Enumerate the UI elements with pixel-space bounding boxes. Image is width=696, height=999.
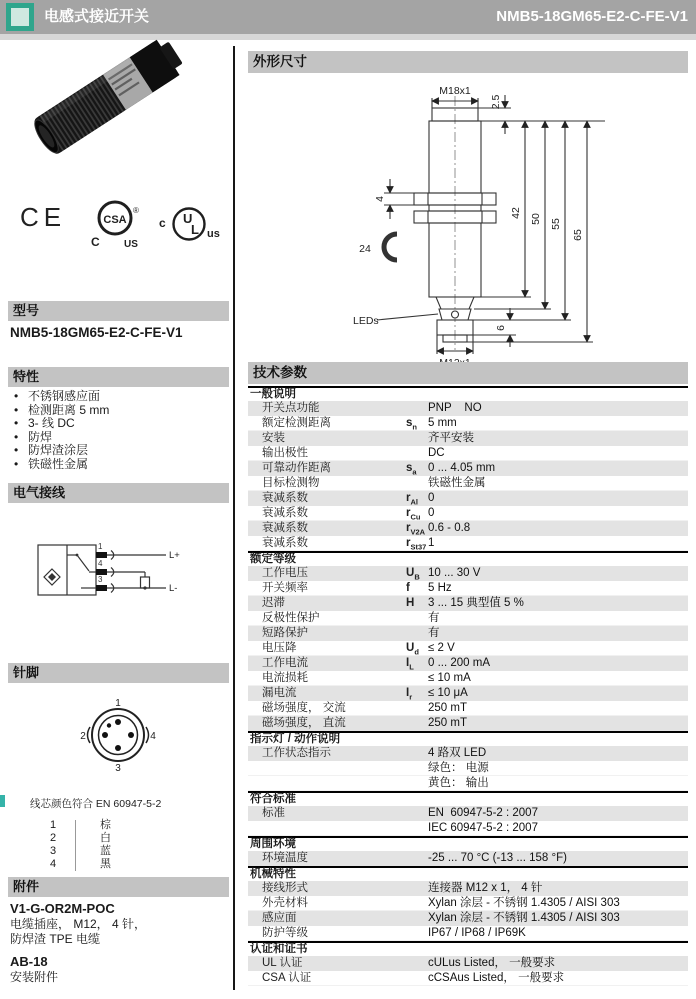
tech-param-label: 接线形式 (262, 882, 308, 894)
tech-param-label: 电流损耗 (262, 672, 308, 684)
svg-text:4: 4 (150, 731, 156, 742)
svg-text:c: c (159, 216, 166, 230)
tech-row (248, 851, 688, 866)
tech-param-value: 黄色： 输出 (428, 777, 489, 789)
tech-row (248, 656, 688, 671)
tech-param-value: 0.6 - 0.8 (428, 522, 471, 534)
wire-pin-number: 1 (49, 819, 57, 831)
csa-logo (86, 198, 144, 250)
wire-color-row (38, 832, 198, 845)
tech-subsection-header: 周围环境 (248, 836, 688, 851)
svg-text:65: 65 (572, 229, 584, 241)
tech-param-label: 开关点功能 (262, 402, 320, 414)
svg-text:2: 2 (80, 731, 86, 742)
tech-subsection-header: 指示灯 / 动作说明 (248, 731, 688, 746)
tech-row (248, 926, 688, 941)
feature-item: • 铁磁性金属 (12, 458, 226, 472)
tech-param-label: 工作电压 (262, 567, 308, 579)
tech-row (248, 536, 688, 551)
tech-param-symbol: $I_r$ (406, 687, 413, 702)
tech-param-value: cULus Listed， 一般要求 (428, 957, 556, 969)
tech-param-value: ≤ 2 V (428, 642, 455, 654)
svg-text:us: us (207, 228, 220, 240)
tech-param-symbol: $s_a$ (406, 462, 417, 477)
header-model-number: NMB5-18GM65-E2-C-FE-V1 (496, 8, 688, 25)
tech-param-label: 环境温度 (262, 852, 308, 864)
tech-row (248, 956, 688, 971)
page-edge-marker (0, 795, 5, 807)
wire-pin-number: 3 (49, 845, 57, 857)
svg-text:LEDs: LEDs (353, 315, 379, 327)
features-list (12, 390, 226, 471)
tech-row (248, 476, 688, 491)
feature-item: • 防焊渣涂层 (12, 444, 226, 458)
section-header-tech: 技术参数 (248, 362, 688, 384)
svg-text:6: 6 (495, 325, 507, 331)
dimension-drawing (325, 80, 635, 356)
tech-param-value: -25 ... 70 °C (-13 ... 158 °F) (428, 852, 567, 864)
tech-param-value: 1 (428, 537, 435, 549)
section-header-pinout: 针脚 (8, 663, 229, 683)
tech-row (248, 971, 688, 986)
tech-param-value: ≤ 10 mA (428, 672, 471, 684)
wiring-diagram (33, 531, 188, 611)
tech-param-label: CSA 认证 (262, 972, 312, 984)
tech-subsection-header: 机械特性 (248, 866, 688, 881)
svg-text:2.5: 2.5 (490, 94, 502, 110)
tech-param-symbol: $I_L$ (406, 657, 414, 672)
tech-param-value: 5 mm (428, 417, 457, 429)
tech-param-label: 衰减系数 (262, 492, 308, 504)
svg-text:3: 3 (98, 575, 103, 584)
tech-param-label: 输出极性 (262, 447, 308, 459)
wire-color-note: 线芯颜色符合 EN 60947-5-2 (30, 798, 162, 810)
tech-param-label: 磁场强度， 交流 (262, 702, 346, 714)
tech-param-label: 防护等级 (262, 927, 308, 939)
tech-param-label: 磁场强度， 直流 (262, 717, 346, 729)
tech-row (248, 716, 688, 731)
svg-text:C: C (91, 235, 100, 249)
tech-row (248, 806, 688, 821)
tech-param-label: 安装 (262, 432, 285, 444)
tech-row (248, 911, 688, 926)
wire-color-name: 黑 (100, 858, 111, 870)
tech-row (248, 626, 688, 641)
svg-text:L+: L+ (169, 550, 180, 561)
tech-param-label: 衰减系数 (262, 507, 308, 519)
tech-row (248, 431, 688, 446)
tech-param-value: 250 mT (428, 702, 467, 714)
tech-param-symbol: $U_B$ (406, 567, 420, 582)
tech-row (248, 446, 688, 461)
tech-param-label: 电压降 (262, 642, 297, 654)
tech-param-symbol: $s_n$ (406, 417, 417, 432)
wire-color-table (38, 819, 198, 873)
tech-param-label: 工作电流 (262, 657, 308, 669)
section-header-features: 特性 (8, 367, 229, 387)
accessory-description: 防焊渣 TPE 电缆 (10, 932, 101, 946)
tech-param-label: 衰减系数 (262, 522, 308, 534)
svg-text:®: ® (133, 206, 139, 215)
tech-param-value: PNP NO (428, 402, 482, 414)
tech-param-label: 外壳材料 (262, 897, 308, 909)
tech-param-value: 3 ... 15 典型值 5 % (428, 597, 524, 609)
tech-param-value: 0 ... 200 mA (428, 657, 491, 669)
wire-color-name: 白 (100, 832, 111, 844)
tech-row (248, 686, 688, 701)
tech-param-value: Xylan 涂层 - 不锈钢 1.4305 / AISI 303 (428, 897, 620, 909)
brand-square-icon (6, 3, 34, 31)
accessory-name: V1-G-OR2M-POC (10, 901, 115, 916)
column-divider (233, 46, 235, 990)
tech-row (248, 821, 688, 836)
section-header-wiring: 电气接线 (8, 483, 229, 503)
tech-param-label: 标准 (262, 807, 285, 819)
tech-subsection-header: 认证和证书 (248, 941, 688, 956)
tech-row (248, 776, 688, 791)
svg-text:L-: L- (169, 583, 178, 594)
section-header-model: 型号 (8, 301, 229, 321)
tech-row (248, 491, 688, 506)
tech-table (248, 386, 688, 986)
tech-param-label: 反极性保护 (262, 612, 320, 624)
ul-logo (156, 203, 222, 247)
feature-item: • 不锈钢感应面 (12, 390, 226, 404)
tech-row (248, 401, 688, 416)
wire-pin-number: 4 (49, 858, 57, 870)
tech-row (248, 761, 688, 776)
tech-param-symbol: $U_d$ (406, 642, 419, 657)
tech-param-label: 可靠动作距离 (262, 462, 331, 474)
tech-param-label: UL 认证 (262, 957, 303, 969)
tech-param-symbol: f (406, 582, 410, 594)
tech-row (248, 416, 688, 431)
product-photo (28, 48, 192, 182)
tech-row (248, 746, 688, 761)
svg-text:4: 4 (98, 559, 103, 568)
tech-row (248, 896, 688, 911)
tech-param-label: 短路保护 (262, 627, 308, 639)
accessory-description: 电缆插座， M12， 4 针， (10, 917, 147, 931)
tech-param-value: 连接器 M12 x 1， 4 针 (428, 882, 543, 894)
pinout-diagram (53, 688, 183, 788)
tech-row (248, 611, 688, 626)
tech-param-label: 开关频率 (262, 582, 308, 594)
tech-param-label: 额定检测距离 (262, 417, 331, 429)
tech-row (248, 596, 688, 611)
tech-subsection-header: 一般说明 (248, 386, 688, 401)
feature-item: • 防焊 (12, 431, 226, 445)
tech-param-value: IEC 60947-5-2 : 2007 (428, 822, 538, 834)
model-number: NMB5-18GM65-E2-C-FE-V1 (10, 325, 183, 340)
tech-row (248, 581, 688, 596)
tech-param-value: 4 路双 LED (428, 747, 487, 759)
tech-row (248, 881, 688, 896)
tech-row (248, 701, 688, 716)
tech-row (248, 566, 688, 581)
wire-color-name: 蓝 (100, 845, 111, 857)
tech-param-value: IP67 / IP68 / IP69K (428, 927, 526, 939)
svg-text:CSA: CSA (103, 214, 127, 226)
tech-param-label: 感应面 (262, 912, 297, 924)
document-header-bar (0, 0, 696, 34)
tech-param-symbol: H (406, 597, 415, 609)
tech-param-symbol: $r_{Cu}$ (406, 507, 421, 522)
tech-param-value: 10 ... 30 V (428, 567, 481, 579)
tech-param-label: 目标检测物 (262, 477, 320, 489)
feature-item: • 3- 线 DC (12, 417, 226, 431)
tech-param-value: 0 (428, 492, 435, 504)
tech-row (248, 521, 688, 536)
tech-param-label: 漏电流 (262, 687, 297, 699)
wire-color-name: 棕 (100, 819, 111, 831)
wire-color-row (38, 845, 198, 858)
wire-color-row (38, 858, 198, 871)
tech-param-label: 工作状态指示 (262, 747, 331, 759)
tech-param-value: 有 (428, 612, 440, 624)
tech-param-label: 迟滞 (262, 597, 285, 609)
section-header-dimensions: 外形尺寸 (248, 51, 688, 73)
tech-row (248, 506, 688, 521)
tech-row (248, 641, 688, 656)
svg-text:50: 50 (530, 213, 542, 225)
svg-text:4: 4 (374, 196, 386, 202)
svg-text:L: L (191, 222, 199, 237)
tech-param-value: EN 60947-5-2 : 2007 (428, 807, 538, 819)
tech-row (248, 461, 688, 476)
tech-param-value: 0 ... 4.05 mm (428, 462, 496, 474)
tech-param-value: 250 mT (428, 717, 467, 729)
tech-param-value: 有 (428, 627, 440, 639)
svg-text:42: 42 (510, 207, 522, 219)
tech-param-value: 5 Hz (428, 582, 452, 594)
tech-param-symbol: $r_{St37}$ (406, 537, 427, 552)
svg-text:U: U (183, 211, 193, 226)
tech-row (248, 671, 688, 686)
svg-text:24: 24 (359, 243, 371, 255)
tech-param-label: 衰减系数 (262, 537, 308, 549)
tech-subsection-header: 额定等级 (248, 551, 688, 566)
tech-param-value: DC (428, 447, 445, 459)
product-type-title: 电感式接近开关 (44, 8, 150, 25)
svg-text:55: 55 (550, 218, 562, 230)
wire-color-row (38, 819, 198, 832)
svg-text:M18x1: M18x1 (439, 85, 471, 97)
wire-pin-number: 2 (49, 832, 57, 844)
header-shadow-strip (0, 34, 696, 40)
accessories-list (10, 901, 226, 985)
svg-text:1: 1 (98, 542, 103, 551)
ce-mark: CE (20, 202, 67, 232)
tech-param-value: Xylan 涂层 - 不锈钢 1.4305 / AISI 303 (428, 912, 620, 924)
accessory-name: AB-18 (10, 954, 48, 969)
tech-param-value: cCSAus Listed， 一般要求 (428, 972, 565, 984)
tech-param-value: 齐平安装 (428, 432, 474, 444)
tech-subsection-header: 符合标准 (248, 791, 688, 806)
tech-param-symbol: $r_{V2A}$ (406, 522, 426, 537)
svg-text:1: 1 (115, 698, 121, 709)
section-header-accessories: 附件 (8, 877, 229, 897)
tech-param-value: 0 (428, 507, 435, 519)
tech-param-value: 铁磁性金属 (428, 477, 486, 489)
accessory-description: 安装附件 (10, 970, 59, 984)
svg-text:US: US (124, 239, 138, 250)
feature-item: • 检测距离 5 mm (12, 404, 226, 418)
tech-param-value: ≤ 10 μA (428, 687, 468, 699)
svg-text:3: 3 (115, 763, 121, 774)
tech-param-symbol: $r_{Al}$ (406, 492, 418, 507)
tech-param-value: 绿色： 电源 (428, 762, 489, 774)
